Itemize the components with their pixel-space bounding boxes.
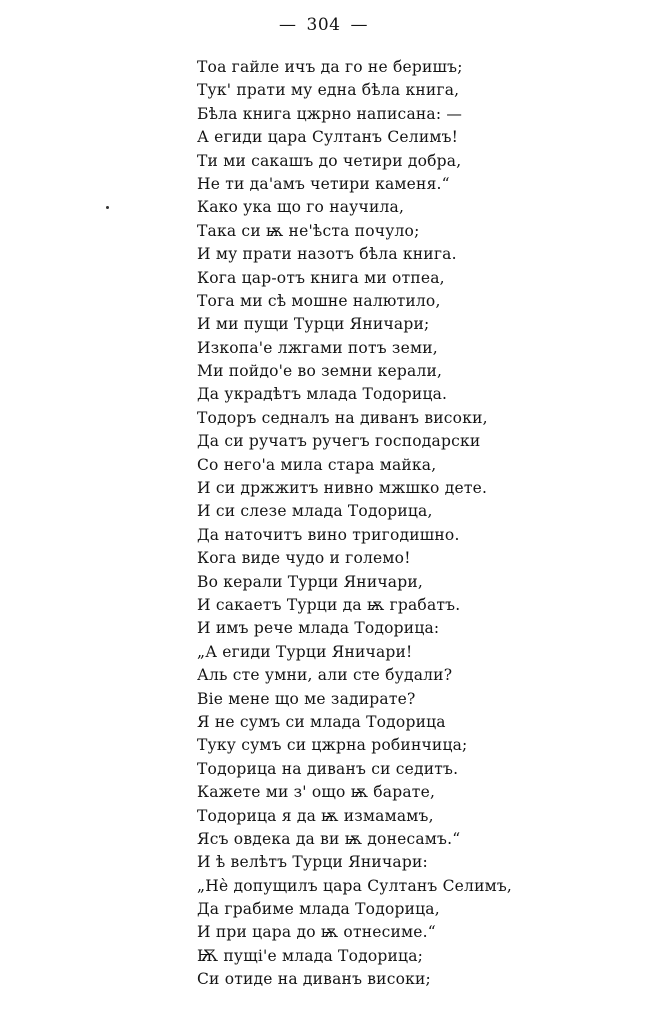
- poem-line: И при цара до ѭ отнесиме.“: [197, 923, 436, 942]
- poem-line: Кога виде чудо и големо!: [197, 549, 411, 568]
- poem-line: И му прати назотъ бѣла книга.: [197, 245, 457, 264]
- poem-line: И ѣ велѣтъ Турци Яничари:: [197, 853, 428, 872]
- poem-line: Така си ѭ не'ѣста почуло;: [197, 221, 420, 240]
- poem-line: Бѣла книга цжрно написана: —: [197, 104, 463, 123]
- poem-line: Кога цар-отъ книга ми отпеа,: [197, 268, 445, 287]
- poem-line: Я не сумъ си млада Тодорица: [197, 712, 446, 731]
- poem-line: Со него'а мила стара майка,: [197, 455, 437, 474]
- poem-line: А егиди цара Султанъ Селимъ!: [197, 128, 459, 147]
- poem-line: „А егиди Турци Яничари!: [197, 642, 413, 661]
- poem-line: Тоа гайле ичъ да го не беришъ;: [197, 58, 463, 76]
- poem-line: И ми пущи Турци Яничари;: [197, 315, 430, 334]
- poem-line: Аль сте умни, али сте будали?: [197, 666, 453, 685]
- poem-line: Да грабиме млада Тодорица,: [197, 900, 440, 919]
- page-header: [0, 14, 647, 36]
- poem-line: Кажете ми з' ощо ѭ барате,: [197, 783, 436, 802]
- poem-line: Изкопа'е лжгами потъ земи,: [197, 338, 438, 357]
- poem-line: Како ука що го научила,: [197, 198, 405, 217]
- print-speck: [106, 206, 109, 209]
- header-dash-left: —: [279, 15, 297, 35]
- page-number: 304: [306, 15, 341, 35]
- poem-line: Віе мене що ме задирате?: [197, 689, 416, 708]
- poem-text: [197, 56, 637, 992]
- poem-line: Во керали Турци Яничари,: [197, 572, 424, 591]
- poem-line: Ти ми сакашъ до четири добра,: [197, 151, 462, 170]
- poem-line: Тога ми сѣ мошне налютило,: [197, 291, 441, 310]
- poem-line: Да си ручатъ ручегъ господарски: [197, 432, 481, 451]
- poem-line: Тодорица я да ѭ измамамъ,: [197, 806, 434, 825]
- poem-line: Да украдѣтъ млада Тодорица.: [197, 385, 448, 404]
- poem-line: Тук' прати му една бѣла книга,: [197, 81, 460, 100]
- header-dash-right: —: [350, 15, 368, 35]
- poem-line: Туку сумъ си цжрна робинчица;: [197, 736, 468, 755]
- poem-line: Ѭ пущі'е млада Тодорица;: [197, 946, 424, 965]
- poem-line: Ясъ овдека да ви ѭ донесамъ.“: [197, 829, 461, 848]
- poem-line: „Нѐ допущилъ цара Султанъ Селимъ,: [197, 876, 513, 895]
- poem-line: Тодоръ седналъ на диванъ високи,: [197, 408, 488, 427]
- poem-line: Тодорица на диванъ си седитъ.: [197, 759, 459, 778]
- poem-line: Си отиде на диванъ високи;: [197, 970, 431, 989]
- poem-line: И си слезе млада Тодорица,: [197, 502, 433, 521]
- poem-line: И сакаетъ Турци да ѭ грабатъ.: [197, 595, 461, 614]
- poem-line: Да наточитъ вино тригодишно.: [197, 525, 460, 544]
- poem-line: И имъ рече млада Тодорица:: [197, 619, 440, 638]
- poem-line: Не ти да'амъ четири каменя.“: [197, 174, 450, 193]
- poem-line: И си држжитъ нивно мжшко дете.: [197, 479, 488, 498]
- poem-line: Ми пойдо'е во земни керали,: [197, 362, 443, 381]
